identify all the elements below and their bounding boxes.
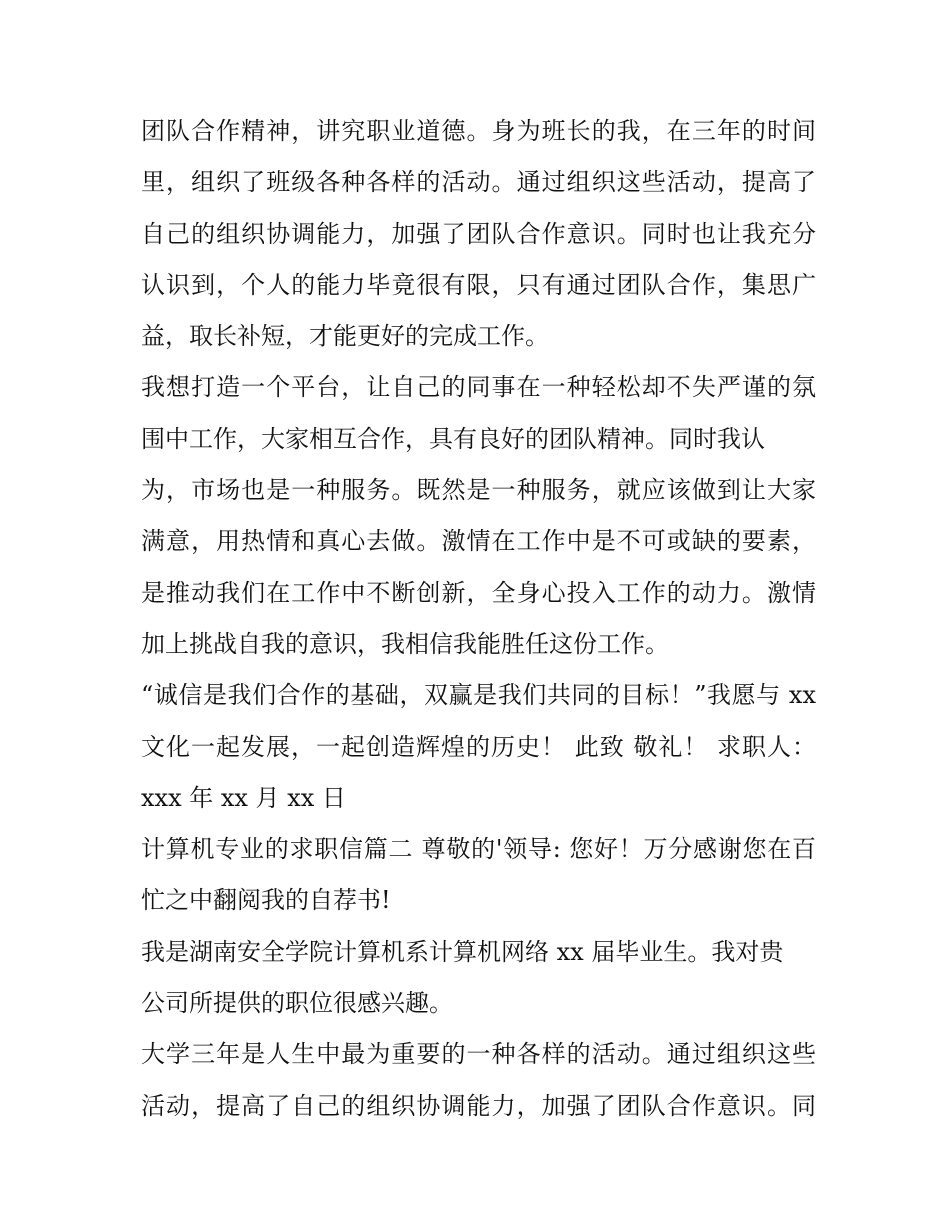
text-line: 大学三年是人生中最为重要的一种各样的活动。通过组织这些 [141,1040,816,1069]
text-line: 里，组织了班级各种各样的活动。通过组织这些活动，提高了 [141,168,816,197]
text-line: 满意，用热情和真心去做。激情在工作中是不可或缺的要素， [141,527,816,556]
text-line: 围中工作，大家相互合作，具有良好的团队精神。同时我认 [141,424,765,453]
text-line: 认识到，个人的能力毕竟很有限，只有通过团队合作，集思广 [141,270,816,299]
text-line: 为，市场也是一种服务。既然是一种服务，就应该做到让大家 [141,476,816,505]
text-line: 我是湖南安全学院计算机系计算机网络 xx 届毕业生。我对贵 [141,937,784,966]
text-line: 忙之中翻阅我的自荐书! [141,886,391,915]
text-line: 活动，提高了自己的组织协调能力，加强了团队合作意识。同 [141,1091,816,1120]
text-line: 我想打造一个平台，让自己的同事在一种轻松却不失严谨的氛 [141,373,816,402]
text-line: 公司所提供的职位很感兴趣。 [141,989,453,1018]
text-line: 文化一起发展，一起创造辉煌的历史！ 此致 敬礼！ 求职人： [141,732,816,761]
text-line: 自己的组织协调能力，加强了团队合作意识。同时也让我充分 [141,219,816,248]
text-line: 计算机专业的求职信篇二 尊敬的'领导: 您好！万分感谢您在百 [141,835,816,864]
text-line: 益，取长补短，才能更好的完成工作。 [141,322,549,351]
text-line: “诚信是我们合作的基础，双赢是我们共同的目标！”我愿与 xx [141,681,816,710]
text-line: 团队合作精神，讲究职业道德。身为班长的我，在三年的时间 [141,117,816,145]
text-line: xxx 年 xx 月 xx 日 [141,783,346,812]
document-body [141,106,816,1132]
text-line: 是推动我们在工作中不断创新，全身心投入工作的动力。激情 [141,578,816,607]
text-line: 加上挑战自我的意识，我相信我能胜任这份工作。 [141,629,669,658]
